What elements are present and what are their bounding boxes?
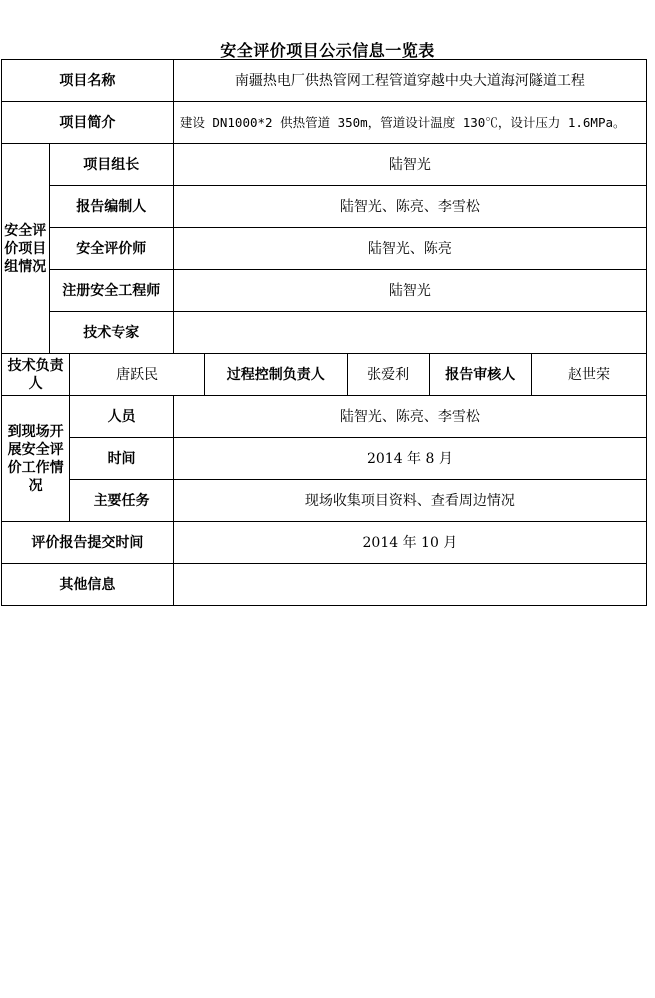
onsite-time-value: 2014 年 8 月 xyxy=(173,438,646,480)
project-brief-value: 建设 DN1000*2 供热管道 350m，管道设计温度 130℃，设计压力 1.6MPa。 xyxy=(173,102,646,144)
row-project-brief xyxy=(2,102,647,144)
project-brief-label: 项目简介 xyxy=(2,102,174,144)
assessor-label: 安全评价师 xyxy=(49,228,173,270)
tech-lead-label: 技术负责人 xyxy=(2,354,70,396)
onsite-task-value: 现场收集项目资料、查看周边情况 xyxy=(173,480,646,522)
row-onsite-task xyxy=(2,480,647,522)
project-name-value: 南疆热电厂供热管网工程管道穿越中央大道海河隧道工程 xyxy=(173,60,646,102)
assessor-value: 陆智光、陈亮 xyxy=(173,228,646,270)
row-assessor xyxy=(2,228,647,270)
info-table xyxy=(1,59,647,606)
other-label: 其他信息 xyxy=(2,564,174,606)
row-onsite-people xyxy=(2,396,647,438)
onsite-time-label: 时间 xyxy=(70,438,174,480)
row-submit-time xyxy=(2,522,647,564)
onsite-people-label: 人员 xyxy=(70,396,174,438)
report-author-label: 报告编制人 xyxy=(49,186,173,228)
leader-label: 项目组长 xyxy=(49,144,173,186)
row-other xyxy=(2,564,647,606)
leader-value: 陆智光 xyxy=(173,144,646,186)
page-title: 安全评价项目公示信息一览表 xyxy=(220,41,435,60)
row-responsibles xyxy=(2,354,647,396)
onsite-task-label: 主要任务 xyxy=(70,480,174,522)
reviewer-value: 赵世荣 xyxy=(531,354,646,396)
reviewer-label: 报告审核人 xyxy=(429,354,531,396)
expert-label: 技术专家 xyxy=(49,312,173,354)
submit-time-label: 评价报告提交时间 xyxy=(2,522,174,564)
engineer-label: 注册安全工程师 xyxy=(49,270,173,312)
row-engineer xyxy=(2,270,647,312)
row-report-author xyxy=(2,186,647,228)
row-project-name xyxy=(2,60,647,102)
onsite-group-label: 到现场开展安全评价工作情况 xyxy=(2,396,70,522)
row-onsite-time xyxy=(2,438,647,480)
row-expert xyxy=(2,312,647,354)
onsite-people-value: 陆智光、陈亮、李雪松 xyxy=(173,396,646,438)
expert-value xyxy=(173,312,646,354)
other-value xyxy=(173,564,646,606)
row-team-leader xyxy=(2,144,647,186)
tech-lead-value: 唐跃民 xyxy=(70,354,205,396)
report-author-value: 陆智光、陈亮、李雪松 xyxy=(173,186,646,228)
process-control-value: 张爱利 xyxy=(347,354,429,396)
process-control-label: 过程控制负责人 xyxy=(204,354,347,396)
engineer-value: 陆智光 xyxy=(173,270,646,312)
submit-time-value: 2014 年 10 月 xyxy=(173,522,646,564)
team-group-label: 安全评价项目组情况 xyxy=(2,144,50,354)
project-name-label: 项目名称 xyxy=(2,60,174,102)
